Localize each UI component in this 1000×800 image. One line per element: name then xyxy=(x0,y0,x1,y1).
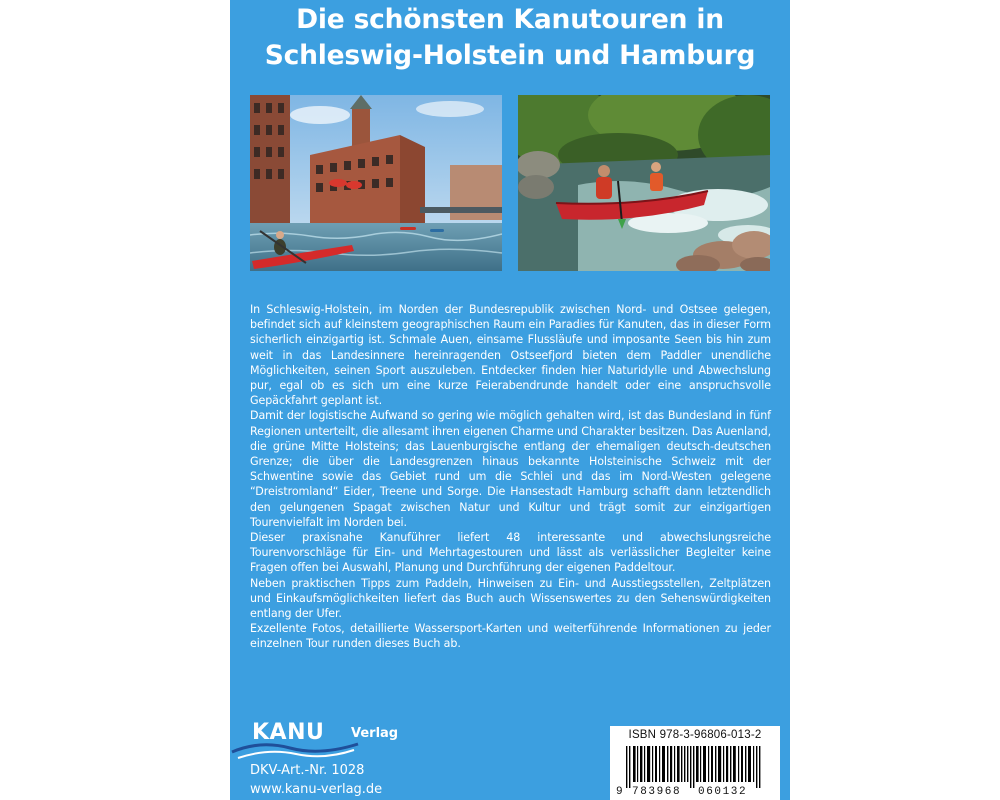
wave-icon xyxy=(230,738,360,760)
barcode-digits-right: 060132 xyxy=(698,786,748,798)
logo-suffix: Verlag xyxy=(351,726,399,741)
blurb-paragraph-5: Exzellente Fotos, detaillierte Wassersport-Karten und weiterführende Informationen zu jeder einzelnen Tour runden dieses Buch ab. xyxy=(250,622,771,651)
article-number: DKV-Art.-Nr. 1028 xyxy=(250,763,365,778)
title-line-1: Die schönsten Kanutouren in xyxy=(296,4,724,35)
blurb-paragraph-1: In Schleswig-Holstein, im Norden der Bundesrepublik zwischen Nord- und Ostsee gelegen, befindet sich auf kleinstem geographischen Raum ein Paradies für Kanuten, das in dieser Form sicherlich einzigartig ist. Schmale Auen, einsame Flussläufe und imposante Seen bis hin zum weit in das Landesinnere hereinragenden Ostseefjord bieten dem Paddler unendliche Möglichkeiten, seinen Sport auszuleben. Entdecker finden hier Naturidylle und Abwechslung pur, egal ob es sich um eine kurze Feierabendrunde handelt oder eine anspruchsvolle Gepäckfahrt geplant ist. xyxy=(250,303,771,408)
kanu-verlag-logo xyxy=(230,718,430,762)
isbn-label: ISBN 978-3-96806-013-2 xyxy=(628,729,762,741)
logo-word: KANU xyxy=(252,720,325,745)
blurb-text xyxy=(250,302,771,652)
barcode-digit-first: 9 xyxy=(616,786,623,798)
barcode-bars xyxy=(624,746,768,788)
publisher-website[interactable]: www.kanu-verlag.de xyxy=(250,782,383,797)
photo-speicherstadt-canoeists xyxy=(250,95,502,271)
cover-title xyxy=(230,2,790,74)
barcode-digits-left: 783968 xyxy=(632,786,682,798)
title-line-2: Schleswig-Holstein und Hamburg xyxy=(264,40,756,71)
blurb-paragraph-4: Neben praktischen Tipps zum Paddeln, Hinweisen zu Ein- und Ausstiegsstellen, Zeltplätzen und Einkaufsmöglichkeiten liefert das Buch auch Wissenswertes zu den Sehenswürdigkeiten entlang der Ufer. xyxy=(250,576,771,621)
photo-canoe-whitewater xyxy=(518,95,770,271)
book-back-cover xyxy=(230,0,790,800)
blurb-paragraph-3: Dieser praxisnahe Kanuführer liefert 48 interessante und abwechslungsreiche Tourenvorschläge für Ein- und Mehrtagestouren und lässt als verlässlicher Begleiter keine Fragen offen bei Auswahl, Planung und Durchführung der eigenen Paddeltour. xyxy=(250,531,771,575)
blurb-paragraph-2: Damit der logistische Aufwand so gering wie möglich gehalten wird, ist das Bundesland in fünf Regionen unterteilt, die allesamt ihren eigenen Charme und Charakter besitzen. Das Auenland, die grüne Mitte Holsteins; das Lauenburgische entlang der ehemaligen deutsch-deutschen Grenze; die über die Landesgrenzen hinaus bekannte Holsteinische Schweiz mit der Schwentine sowie das Gebiet rund um die Schlei und das im Nord-Westen gelegene “Dreistromland“ Eider, Treene und Sorge. Die Hansestadt Hamburg schafft dann letztendlich den gelungenen Spagat zwischen Natur und Kultur und trägt somit zur einzigartigen Tourenvielfalt im Norden bei. xyxy=(250,409,771,529)
isbn-barcode xyxy=(610,726,780,800)
